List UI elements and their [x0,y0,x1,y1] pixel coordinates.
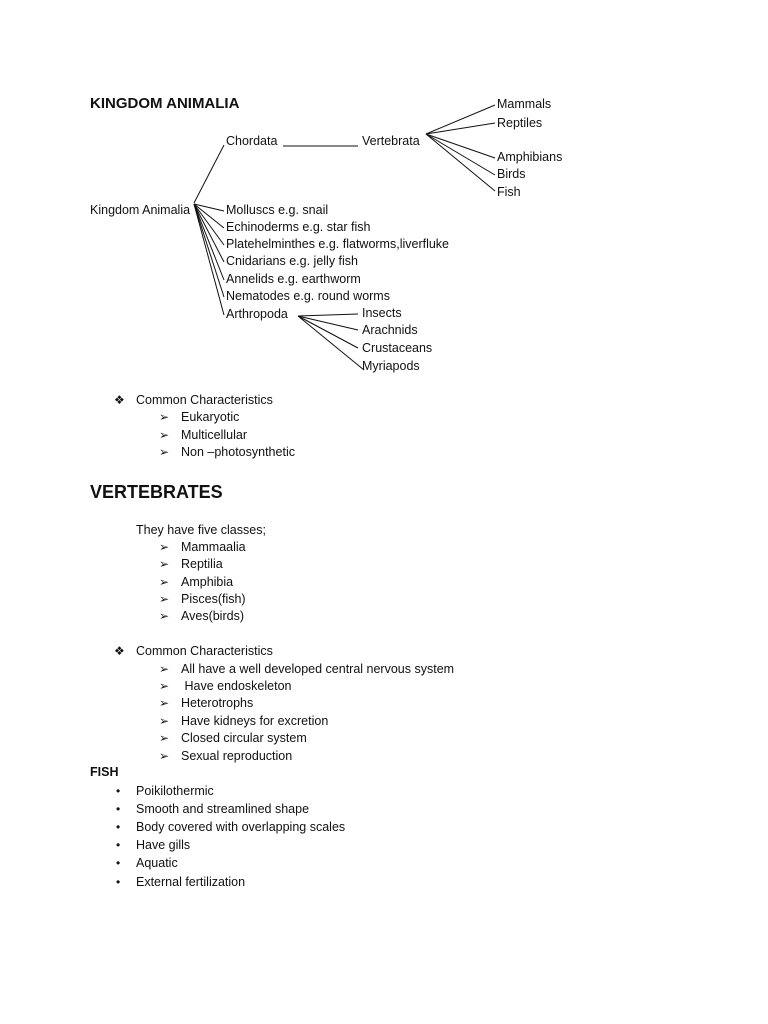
list-item: Non –photosynthetic [181,445,295,459]
node-arachnids: Arachnids [362,323,418,337]
connector-vertebrata-reptiles [426,123,495,134]
node-fish: Fish [497,185,521,199]
node-platehelminthes: Platehelminthes e.g. flatworms,liverfluke [226,237,450,251]
connector-root-cnidarians [194,204,224,262]
list-item: Mammaalia [181,540,246,554]
node-reptiles: Reptiles [497,116,543,130]
node-cnidarians: Cnidarians e.g. jelly fish [226,254,359,268]
bullet-icon: • [116,838,121,852]
node-echinoderms: Echinoderms e.g. star fish [226,220,371,234]
vertebrates-heading: VERTEBRATES [90,482,223,502]
arrow-bullet-icon: ➢ [159,540,170,554]
bullet-icon: • [116,875,121,889]
bullet-icon: • [116,856,121,870]
bullet-icon: • [116,784,121,798]
list-item: Heterotrophs [181,696,254,710]
connector-root-nematodes [194,204,224,297]
arrow-bullet-icon: ➢ [159,575,170,589]
arrow-bullet-icon: ➢ [159,714,170,728]
list-item: Pisces(fish) [181,592,246,606]
list-item: Eukaryotic [181,410,240,424]
arrow-bullet-icon: ➢ [159,731,170,745]
bullet-icon: • [116,820,121,834]
list-item: Body covered with overlapping scales [136,820,346,834]
connector-root-arthropoda [194,204,224,315]
characteristics-heading: Common Characteristics [136,393,273,407]
list-item: Reptilia [181,557,223,571]
list-item: Aquatic [136,856,178,870]
node-chordata: Chordata [226,134,278,148]
diamond-bullet-icon: ❖ [114,644,125,658]
connector-vertebrata-mammals [426,105,495,134]
diamond-bullet-icon: ❖ [114,393,125,407]
list-item: Amphibia [181,575,234,589]
connector-arthropoda-insects [298,314,358,316]
list-item: Have endoskeleton [181,679,292,693]
list-item: Have gills [136,838,191,852]
list-item: External fertilization [136,875,246,889]
arrow-bullet-icon: ➢ [159,410,170,424]
arrow-bullet-icon: ➢ [159,592,170,606]
page-title: KINGDOM ANIMALIA [90,95,240,112]
connector-vertebrata-fish [426,134,495,191]
characteristics-heading: Common Characteristics [136,644,273,658]
node-insects: Insects [362,306,402,320]
connector-root-chordata [194,145,224,203]
arrow-bullet-icon: ➢ [159,428,170,442]
bullet-icon: • [116,802,121,816]
list-item: Poikilothermic [136,784,214,798]
list-item: Smooth and streamlined shape [136,802,310,816]
list-item: Have kidneys for excretion [181,714,329,728]
list-item: Aves(birds) [181,609,244,623]
node-molluscs: Molluscs e.g. snail [226,203,329,217]
node-annelids: Annelids e.g. earthworm [226,272,361,286]
node-crustaceans: Crustaceans [362,341,433,355]
arrow-bullet-icon: ➢ [159,696,170,710]
vertebrates-intro: They have five classes; [136,523,266,537]
arrow-bullet-icon: ➢ [159,557,170,571]
node-birds: Birds [497,167,526,181]
arrow-bullet-icon: ➢ [159,445,170,459]
node-myriapods: Myriapods [362,359,420,373]
node-nematodes: Nematodes e.g. round worms [226,289,390,303]
list-item: All have a well developed central nervous system [181,662,455,676]
arrow-bullet-icon: ➢ [159,679,170,693]
list-item: Sexual reproduction [181,749,293,763]
node-amphibians: Amphibians [497,150,563,164]
node-kingdom-animalia: Kingdom Animalia [90,203,191,217]
connector-arthropoda-crustaceans [298,316,358,348]
list-item: Multicellular [181,428,247,442]
list-item: Closed circular system [181,731,307,745]
node-vertebrata: Vertebrata [362,134,420,148]
arrow-bullet-icon: ➢ [159,662,170,676]
arrow-bullet-icon: ➢ [159,749,170,763]
arrow-bullet-icon: ➢ [159,609,170,623]
fish-heading: FISH [90,765,119,779]
node-mammals: Mammals [497,97,552,111]
node-arthropoda: Arthropoda [226,307,288,321]
